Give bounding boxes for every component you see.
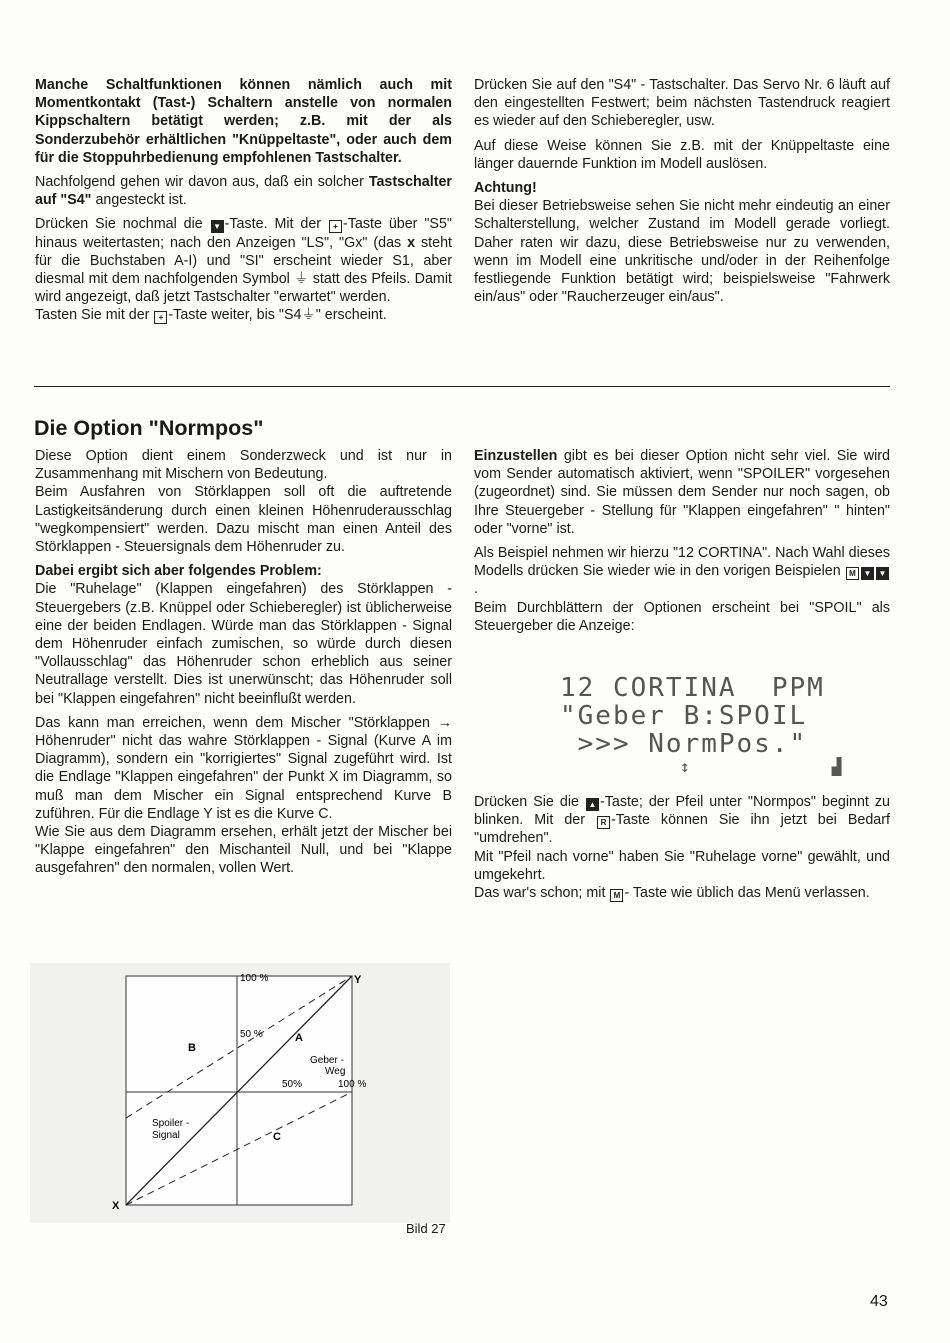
achtung-heading: Achtung! bbox=[474, 180, 537, 197]
label-c: C bbox=[273, 1131, 281, 1143]
lcd-arrow-row bbox=[560, 758, 860, 776]
paragraph-continue: Tasten Sie mit der + -Taste weiter, bis "S4⏚" erscheint. bbox=[35, 307, 387, 324]
lcd-line-1: 12 CORTINA PPM bbox=[560, 673, 825, 703]
label-50: 50 % bbox=[240, 1029, 263, 1040]
up-key-icon: ▲ bbox=[586, 798, 599, 811]
paragraph-instructions: Drücken Sie nochmal die ▼ -Taste. Mit der + -Taste über "S5" hinaus weitertasten; nach den Anzeigen "LS", "Gx" (das x steht für die Buchstaben A-I) und "SI" erscheint wieder S1, aber diesmal mit dem nachfolgenden Symbol ⏚ statt des Pfeils. Damit wird angezeigt, daß jetzt Tastschalter "erwartet" werden. bbox=[35, 216, 453, 306]
problem-heading: Dabei ergibt sich aber folgendes Problem: bbox=[35, 563, 322, 580]
bottom-right-column bbox=[474, 447, 890, 641]
label-a: A bbox=[295, 1032, 303, 1044]
paragraph-mischer: Das kann man erreichen, wenn dem Mischer "Störklappen → Höhenruder" nicht das wahre Störklappen - Signal (Kurve A im Diagramm), sondern ein "korrigiertes" Signal zugeführt wird. Ist die Endlage "Klappen eingefahren" der Punkt X im Diagramm, so muß man dem Mischer ein Signal entsprechend Kurve B zuführen. Für die Endlage Y ist es die Kurve C. bbox=[35, 714, 452, 822]
plus-key-icon: + bbox=[329, 220, 342, 233]
down-key-icon: ▼ bbox=[211, 220, 224, 233]
section-divider bbox=[34, 386, 890, 387]
label-100-axis: 100 % bbox=[338, 1079, 367, 1090]
paragraph-tastschalter: Nachfolgend gehen wir davon aus, daß ein solcher Tastschalter auf "S4" angesteckt ist. bbox=[35, 174, 452, 209]
momentary-switch-icon: ⏚ bbox=[294, 271, 309, 288]
bottom-right-column-2 bbox=[474, 793, 890, 908]
r-key-icon: R bbox=[597, 816, 610, 829]
momentary-switch-icon: ⏚ bbox=[301, 307, 316, 324]
top-right-column bbox=[474, 76, 890, 312]
top-left-column bbox=[35, 76, 452, 331]
paragraph-fertig: Das war's schon; mit M - Taste wie üblich das Menü verlassen. bbox=[474, 885, 870, 902]
paragraph-pfeil: Mit "Pfeil nach vorne" haben Sie "Ruhelage vorne" gewählt, und umgekehrt. bbox=[474, 848, 890, 883]
label-x: X bbox=[112, 1200, 120, 1212]
lcd-display bbox=[560, 674, 860, 776]
bold-intro: Manche Schaltfunktionen können nämlich auch mit Momentkontakt (Tast-) Schaltern anstelle von normalen Kippschaltern betätigt werden; z.B. mit der als Sonderzubehör erhältlichen "Knüppeltaste", oder auch dem für die Stoppuhrbedienung empfohlenen Tastschalter. bbox=[35, 77, 452, 166]
arrow-indicator-icon: ↕ bbox=[680, 757, 692, 776]
label-geber: Geber - bbox=[310, 1055, 344, 1066]
signal-indicator-icon: ▟ bbox=[831, 757, 844, 776]
label-y: Y bbox=[354, 974, 362, 986]
figure-caption: Bild 27 bbox=[406, 1221, 446, 1236]
paragraph-knueppeltaste: Auf diese Weise können Sie z.B. mit der Knüppeltaste eine länger dauernde Funktion im Modell auslösen. bbox=[474, 137, 890, 172]
bottom-left-column bbox=[35, 447, 452, 884]
m-key-icon: M bbox=[610, 889, 623, 902]
paragraph-s4: Drücken Sie auf den "S4" - Tastschalter. Das Servo Nr. 6 läuft auf den eingestellten Festwert; beim nächsten Tastendruck reagiert es wieder auf den Schieberegler, usw. bbox=[474, 77, 890, 130]
label-signal: Signal bbox=[152, 1130, 180, 1141]
label-b: B bbox=[188, 1042, 196, 1054]
page-number: 43 bbox=[870, 1293, 888, 1310]
down-key-icon: ▼ bbox=[861, 567, 874, 580]
down-key-icon: ▼ bbox=[876, 567, 889, 580]
paragraph-beispiel: Als Beispiel nehmen wir hierzu "12 CORTINA". Nach Wahl dieses Modells drücken Sie wieder wie in den vorigen Beispielen M ▼ ▼. bbox=[474, 545, 890, 598]
paragraph-warning: Bei dieser Betriebsweise sehen Sie nicht mehr eindeutig an einer Schalterstellung, welcher Zustand im Modell gerade vorliegt. Daher raten wir dazu, diese Betriebsweise nur zu verwenden, wenn im Modell eine unkritische und/oder in der Reihenfolge festliegende Funktion betätigt wird; beispielsweise "Fahrwerk ein/aus" oder "Raucherzeuger ein/aus". bbox=[474, 198, 890, 306]
paragraph-einzustellen: Einzustellen gibt es bei dieser Option nicht sehr viel. Sie wird vom Sender automatisch aktiviert, wenn "SPOILER" vorgesehen (zugeordnet) sind. Sie müssen dem Sender nur noch sagen, ob Ihre Steuergeber - Stellung für "Klappen eingefahren" " hinten" oder "vorne" ist. bbox=[474, 448, 890, 537]
paragraph-stoerklappen: Beim Ausfahren von Störklappen soll oft die auftretende Lastigkeitsänderung durch einen kleinen Höhenruderausschlag "wegkompensiert" werden. Dazu mischt man einen Anteil des Störklappen - Steuersignals dem Höhenruder zu. bbox=[35, 484, 452, 556]
paragraph-diagramm: Wie Sie aus dem Diagramm ersehen, erhält jetzt der Mischer bei "Klappe eingefahren" den Mischanteil Null, und bei "Klappe ausgefahren" den normalen, vollen Wert. bbox=[35, 824, 452, 877]
label-spoiler: Spoiler - bbox=[152, 1118, 190, 1129]
paragraph-intro: Diese Option dient einem Sonderzweck und ist nur in Zusammenhang mit Mischern von Bedeutung. bbox=[35, 448, 452, 483]
paragraph-durchblaettern: Beim Durchblättern der Optionen erscheint bei "SPOIL" als Steuergeber die Anzeige: bbox=[474, 599, 890, 634]
label-weg: Weg bbox=[325, 1066, 346, 1077]
paragraph-ruhelage: Die "Ruhelage" (Klappen eingefahren) des Störklappen - Steuergebers (z.B. Knüppel oder Schieberegler) ist üblicherweise eine der beiden Endlagen. Würde man das Störklappen - Signal dem Höhenruder einfach zumischen, so würde durch diesen "Vollausschlag" das Höhenruder schon erheblich aus seiner Neutrallage verstellt. Dies ist unerwünscht; das Höhenruder soll bei "Klappen eingefahren" nicht beeinflußt werden. bbox=[35, 581, 452, 707]
lcd-line-2: "Geber B:SPOIL bbox=[560, 701, 808, 731]
label-100-top: 100 % bbox=[240, 973, 269, 984]
page-title: Die Option "Normpos" bbox=[34, 416, 264, 440]
plus-key-icon: + bbox=[154, 311, 167, 324]
paragraph-blinken: Drücken Sie die ▲ -Taste; der Pfeil unter "Normpos" beginnt zu blinken. Mit der R -Taste können Sie ihn jetzt bei Bedarf "umdrehen". bbox=[474, 794, 890, 847]
m-key-icon: M bbox=[846, 567, 859, 580]
lcd-line-3: >>> NormPos." bbox=[560, 729, 808, 759]
mixer-diagram bbox=[30, 963, 450, 1223]
label-50-axis: 50% bbox=[282, 1079, 303, 1090]
